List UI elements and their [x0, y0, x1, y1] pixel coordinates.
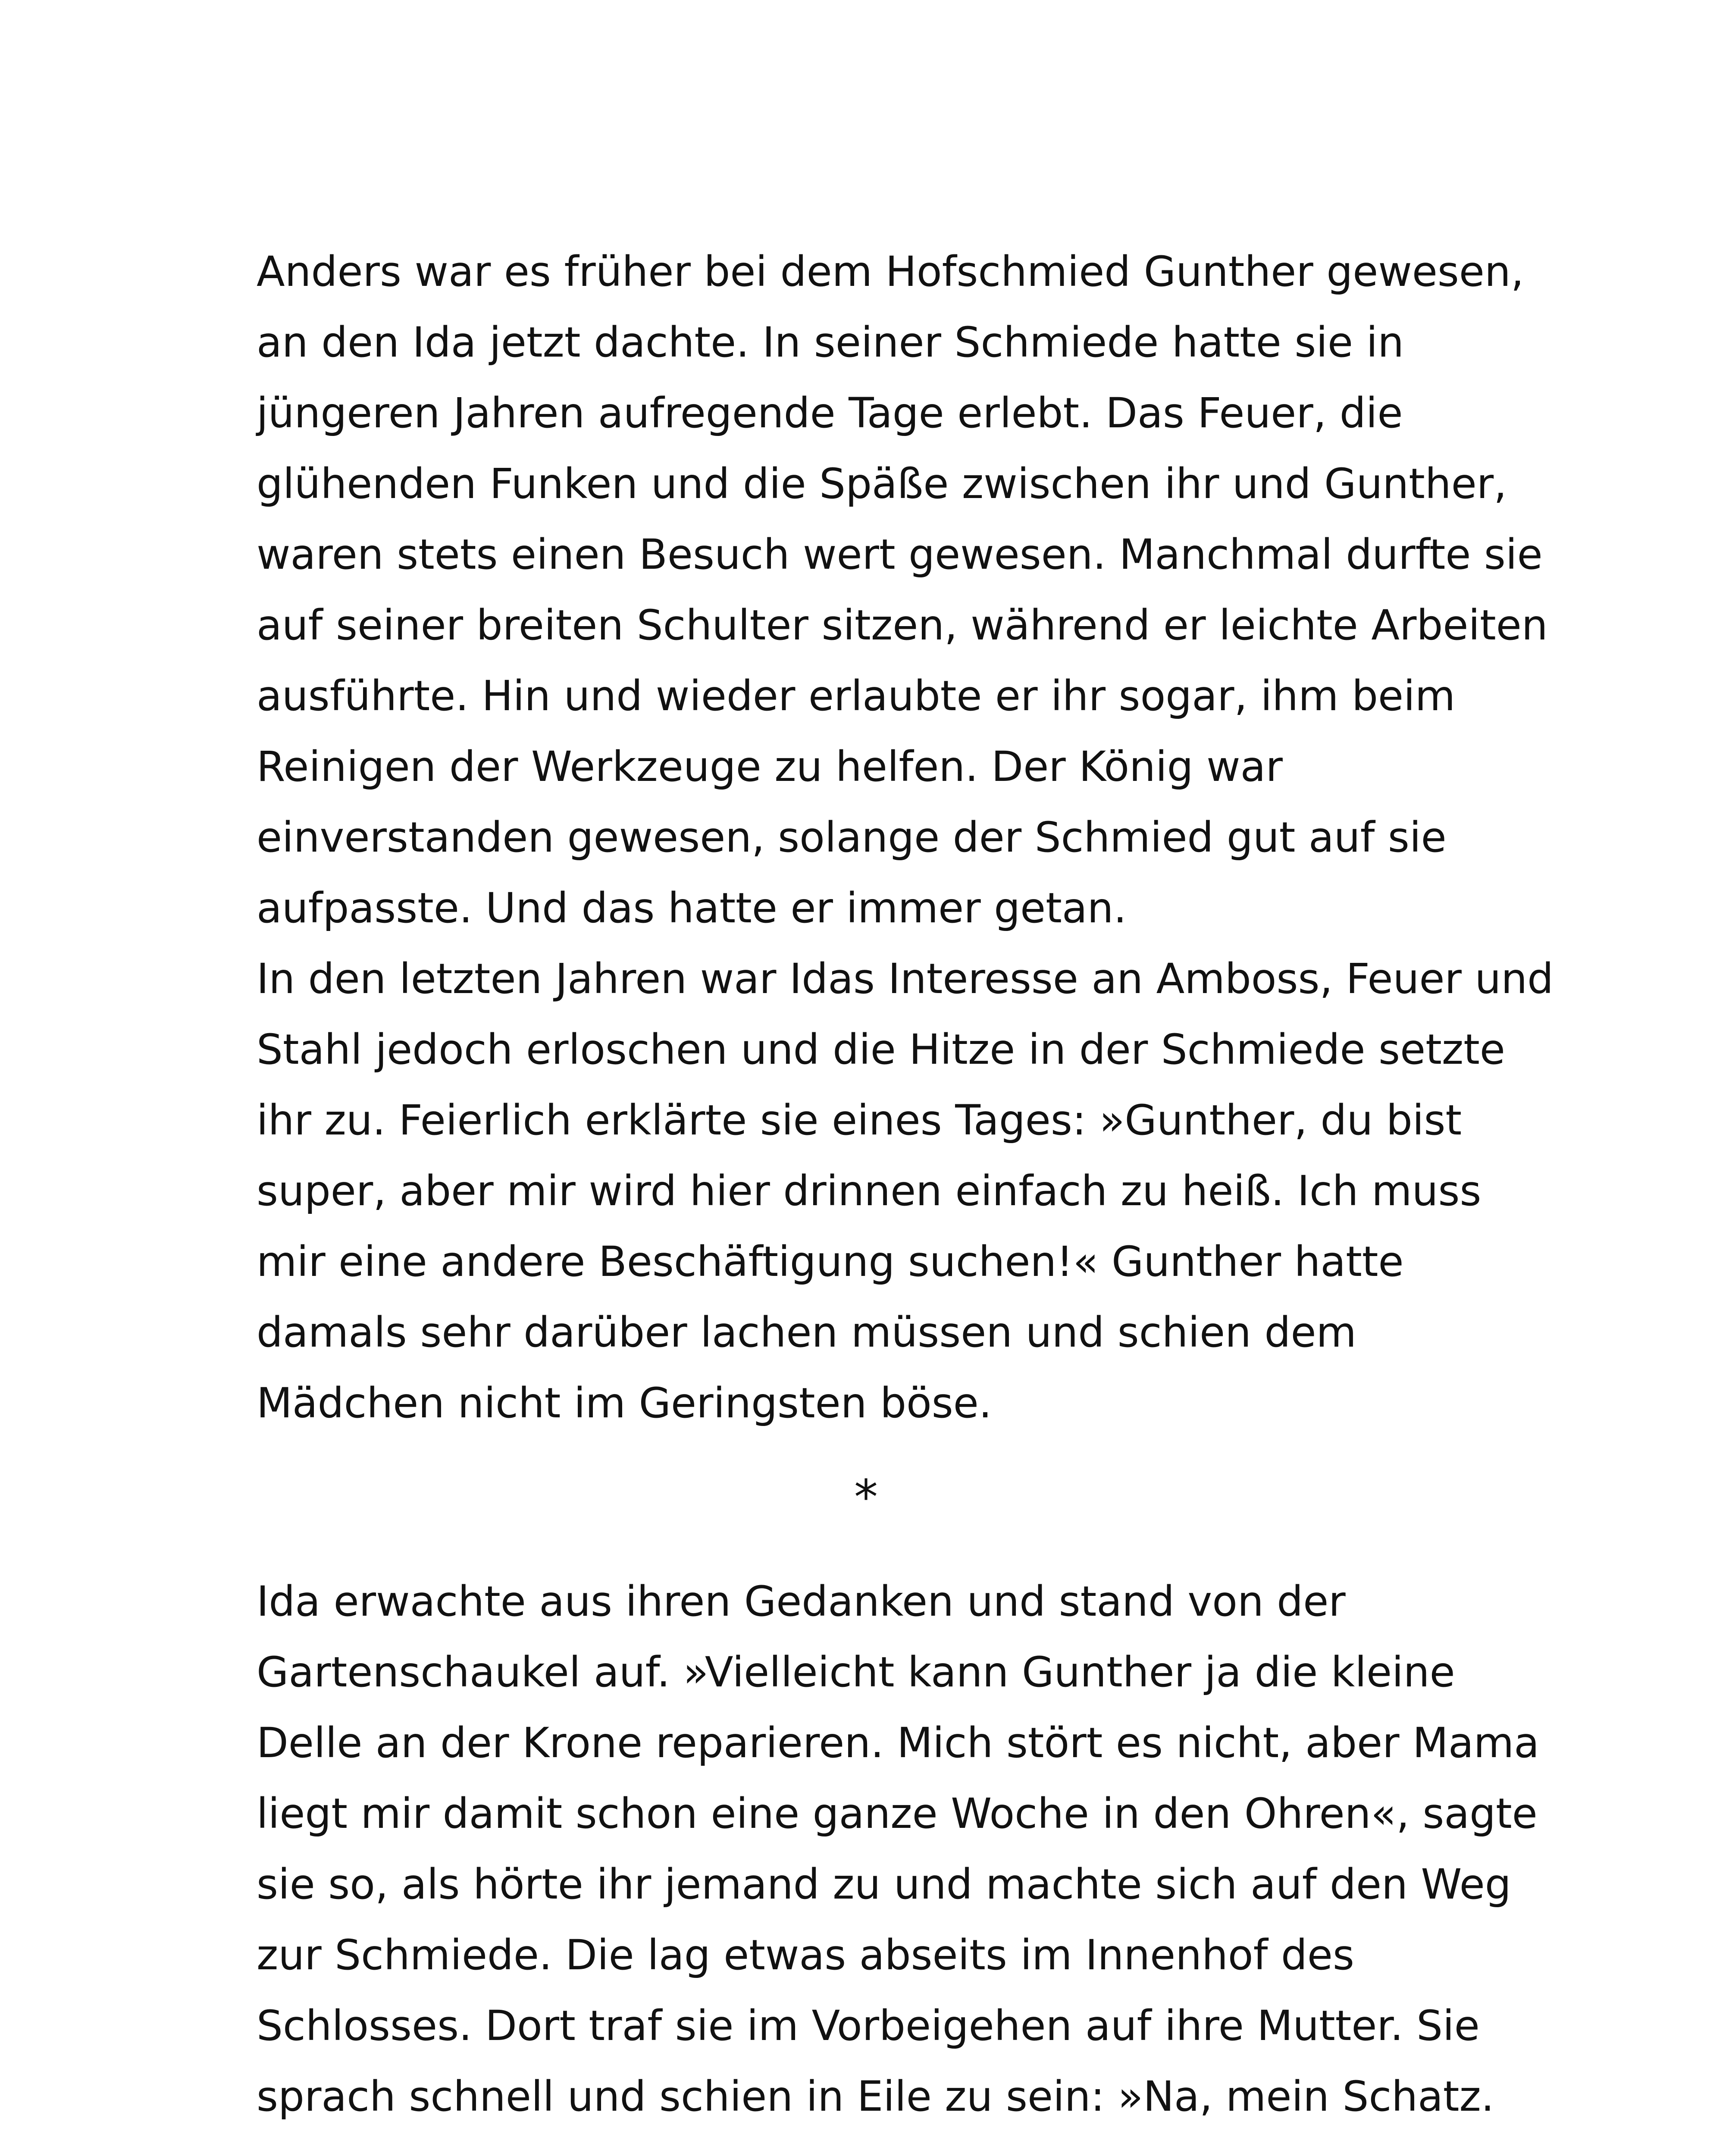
- text-line: Anders war es früher bei dem Hofschmied Gunther gewesen,: [257, 248, 1524, 296]
- text-line: Ida erwachte aus ihren Gedanken und stand von der: [257, 1577, 1346, 1626]
- text-line: liegt mir damit schon eine ganze Woche in den Ohren«, sagte: [257, 1789, 1538, 1838]
- text-line: glühenden Funken und die Späße zwischen ihr und Gunther,: [257, 460, 1507, 508]
- section-separator: *: [854, 1470, 878, 1525]
- text-line: Stahl jedoch erloschen und die Hitze in der Schmiede setzte: [257, 1025, 1505, 1074]
- text-line: In den letzten Jahren war Idas Interesse an Amboss, Feuer und: [257, 955, 1554, 1003]
- text-line: auf seiner breiten Schulter sitzen, während er leichte Arbeiten: [257, 601, 1548, 649]
- text-line: aufpasste. Und das hatte er immer getan.: [257, 884, 1127, 932]
- text-line: sprach schnell und schien in Eile zu sein: »Na, mein Schatz.: [257, 2072, 1494, 2121]
- paragraph-block-second: [257, 1566, 1550, 2132]
- paragraph-block-first: [257, 236, 1554, 1438]
- text-line: super, aber mir wird hier drinnen einfach zu heiß. Ich muss: [257, 1167, 1481, 1215]
- text-line: jüngeren Jahren aufregende Tage erlebt. Das Feuer, die: [257, 389, 1403, 437]
- text-line: Schlosses. Dort traf sie im Vorbeigehen auf ihre Mutter. Sie: [257, 2002, 1480, 2050]
- text-line: mir eine andere Beschäftigung suchen!« Gunther hatte: [257, 1238, 1404, 1286]
- text-line: ausführte. Hin und wieder erlaubte er ihr sogar, ihm beim: [257, 672, 1456, 720]
- text-line: damals sehr darüber lachen müssen und schien dem: [257, 1308, 1357, 1357]
- text-line: sie so, als hörte ihr jemand zu und machte sich auf den Weg: [257, 1860, 1511, 1908]
- text-line: waren stets einen Besuch wert gewesen. Manchmal durfte sie: [257, 530, 1543, 579]
- text-line: Mädchen nicht im Geringsten böse.: [257, 1379, 992, 1427]
- text-line: Delle an der Krone reparieren. Mich stört es nicht, aber Mama: [257, 1719, 1540, 1767]
- text-line: zur Schmiede. Die lag etwas abseits im Innenhof des: [257, 1931, 1354, 1979]
- text-line: an den Ida jetzt dachte. In seiner Schmiede hatte sie in: [257, 318, 1404, 367]
- text-line: Gartenschaukel auf. »Vielleicht kann Gunther ja die kleine: [257, 1648, 1455, 1696]
- text-line: ihr zu. Feierlich erklärte sie eines Tages: »Gunther, du bist: [257, 1096, 1462, 1144]
- text-line: Reinigen der Werkzeuge zu helfen. Der König war: [257, 743, 1283, 791]
- text-line: einverstanden gewesen, solange der Schmied gut auf sie: [257, 813, 1447, 862]
